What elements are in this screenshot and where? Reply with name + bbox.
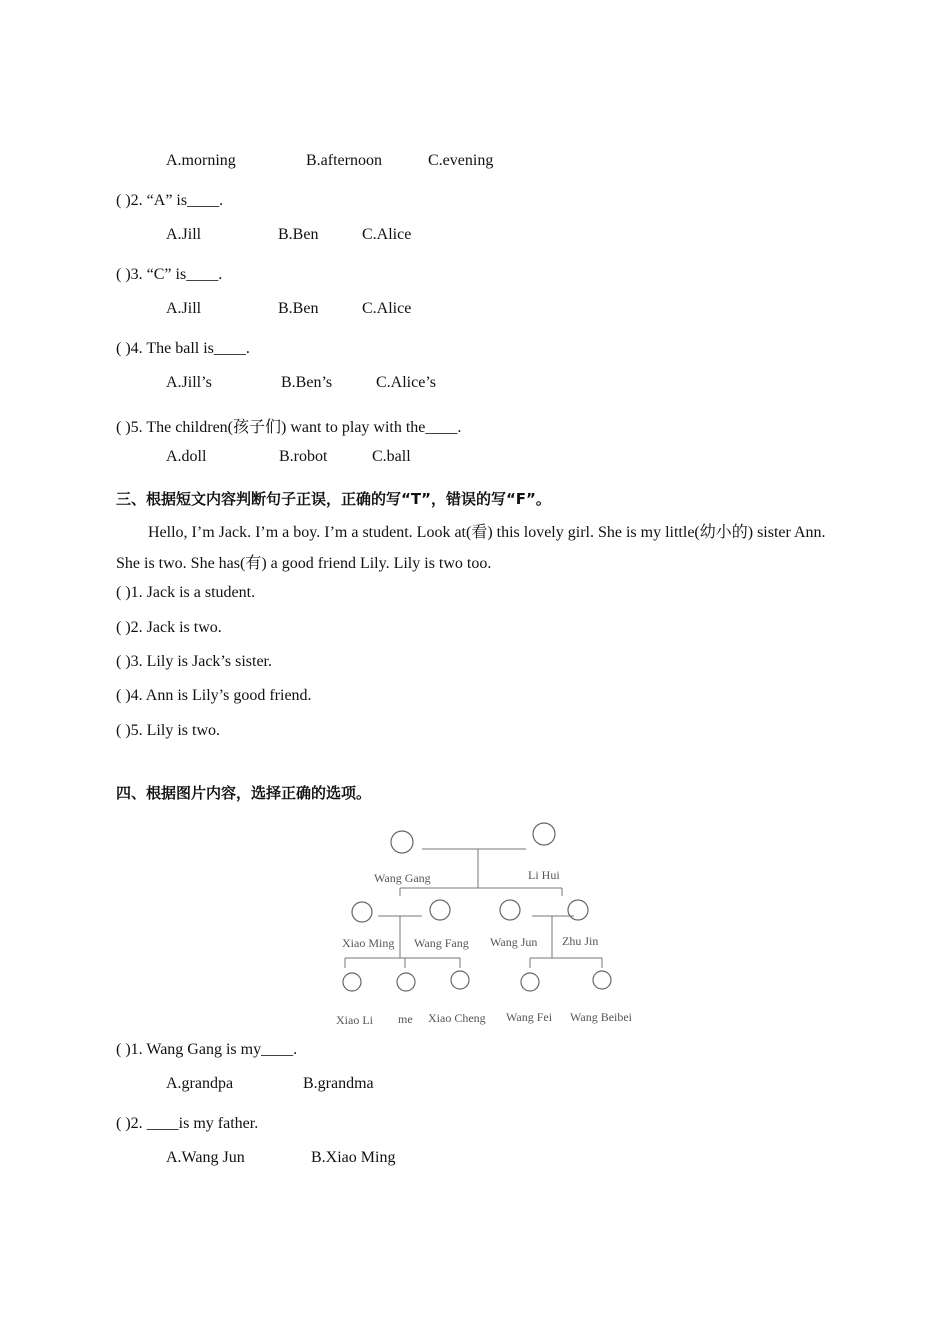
face-icon [533, 823, 555, 845]
q4-option-c: C.Alice’s [376, 374, 436, 391]
face-icon [451, 971, 469, 989]
pq2-option-b: B.Xiao Ming [311, 1149, 396, 1166]
face-icon [430, 900, 450, 920]
tf-item-2: ( )2. Jack is two. [116, 619, 222, 636]
q5-option-b: B.robot [279, 448, 328, 465]
pq1-option-b: B.grandma [303, 1075, 374, 1092]
q1-option-b: B.afternoon [306, 152, 382, 169]
q1-option-a: A.morning [166, 152, 236, 169]
q3-option-b: B.Ben [278, 300, 319, 317]
q2-option-b: B.Ben [278, 226, 319, 243]
tree-name-wang-beibei: Wang Beibei [570, 1010, 633, 1024]
q2-option-a: A.Jill [166, 226, 202, 243]
q5-option-c: C.ball [372, 448, 411, 465]
question-3: ( )3. “C” is____. [116, 266, 223, 283]
tf-item-5: ( )5. Lily is two. [116, 722, 220, 739]
section-4-heading: 四、根据图片内容，选择正确的选项。 [116, 784, 372, 802]
pq1-option-a: A.grandpa [166, 1075, 234, 1092]
face-icon [391, 831, 413, 853]
q5-option-a: A.doll [166, 448, 207, 465]
tree-name-wang-gang: Wang Gang [374, 871, 431, 885]
question-2: ( )2. “A” is____. [116, 192, 224, 209]
q2-option-c: C.Alice [362, 226, 412, 243]
face-icon [568, 900, 588, 920]
q1-option-c: C.evening [428, 152, 494, 169]
tree-name-xiao-li: Xiao Li [336, 1013, 373, 1027]
section-3-heading: 三、根据短文内容判断句子正误，正确的写“T”，错误的写“F”。 [116, 490, 551, 508]
face-icon [397, 973, 415, 991]
q4-option-b: B.Ben’s [281, 374, 333, 391]
face-icon [500, 900, 520, 920]
tree-name-xiao-ming: Xiao Ming [342, 936, 395, 950]
tree-name-me: me [398, 1012, 413, 1026]
tree-name-wang-jun: Wang Jun [490, 935, 538, 949]
q3-option-a: A.Jill [166, 300, 202, 317]
tree-name-wang-fang: Wang Fang [414, 936, 469, 950]
q4-option-a: A.Jill’s [166, 374, 212, 391]
face-icon [521, 973, 539, 991]
tf-item-1: ( )1. Jack is a student. [116, 584, 256, 601]
tree-name-xiao-cheng: Xiao Cheng [428, 1011, 486, 1025]
tree-name-wang-fei: Wang Fei [506, 1010, 553, 1024]
q3-option-c: C.Alice [362, 300, 412, 317]
face-icon [352, 902, 372, 922]
tf-item-4: ( )4. Ann is Lily’s good friend. [116, 687, 312, 704]
picture-question-2: ( )2. ____is my father. [116, 1115, 259, 1132]
tree-name-zhu-jin: Zhu Jin [562, 934, 599, 948]
tf-item-3: ( )3. Lily is Jack’s sister. [116, 653, 272, 670]
face-icon [343, 973, 361, 991]
tree-name-li-hui: Li Hui [528, 868, 560, 882]
face-icon [593, 971, 611, 989]
reading-passage: Hello, I’m Jack. I’m a boy. I’m a student. Look at(看) this lovely girl. She is my little(幼小的) sister Ann. She is two. She has(有) a good friend Lily. Lily is two too. [116, 524, 826, 572]
question-4: ( )4. The ball is____. [116, 340, 250, 357]
family-tree-picture [330, 812, 640, 1030]
question-5: ( )5. The children(孩子们) want to play with the____. [116, 419, 462, 436]
pq2-option-a: A.Wang Jun [166, 1149, 245, 1166]
picture-question-1: ( )1. Wang Gang is my____. [116, 1041, 298, 1058]
